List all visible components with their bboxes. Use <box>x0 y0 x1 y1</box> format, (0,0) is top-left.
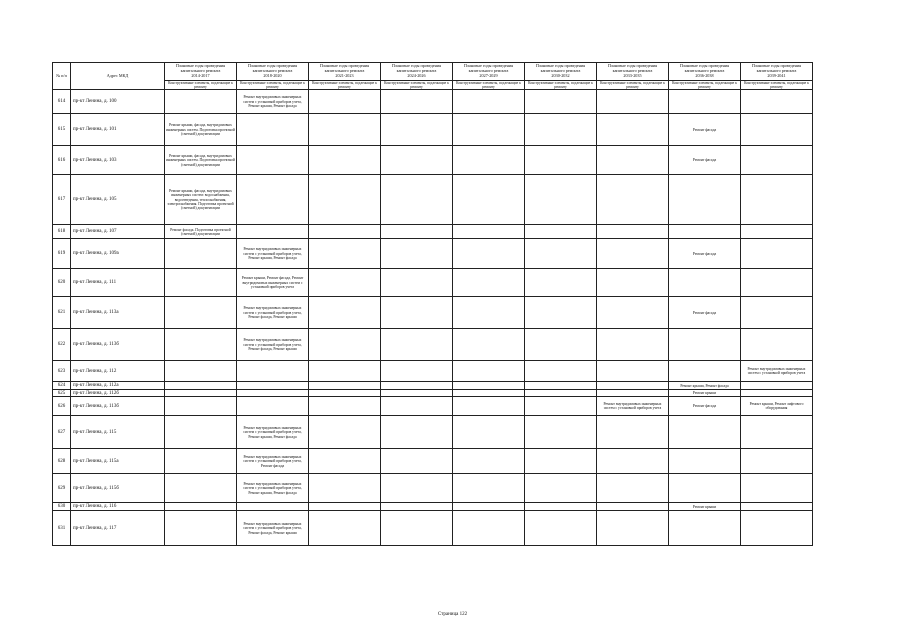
row-work-period-6: Ремонт внутридомовых инженерных систем с установкой приборов учета <box>597 397 669 416</box>
header-period-years: 2018-2020 <box>263 72 282 78</box>
row-work-period-1: Ремонт внутридомовых инженерных систем с установкой приборов учета, Ремонт крыши, Ремонт фасада <box>237 416 309 449</box>
header-period-subtitle: Конструктивные элементы, подлежащие к ремонту <box>453 81 525 90</box>
row-work-period-0 <box>165 269 237 297</box>
row-work-period-2 <box>309 114 381 146</box>
row-work-period-2 <box>309 175 381 225</box>
repair-schedule-table <box>52 62 813 546</box>
row-work-period-6 <box>597 146 669 175</box>
row-work-period-8 <box>741 90 813 114</box>
header-period-title: Плановые годы проведения капитального ремонта <box>319 63 370 74</box>
row-work-period-3 <box>381 382 453 390</box>
row-work-period-6 <box>597 329 669 361</box>
row-work-period-3 <box>381 397 453 416</box>
row-work-period-8 <box>741 225 813 239</box>
row-work-period-7 <box>669 416 741 449</box>
row-work-period-1: Ремонт внутридомовых инженерных систем с установкой приборов учета, Ремонт крыши, Ремонт фасада <box>237 90 309 114</box>
header-period-years: 2039-2041 <box>767 72 786 78</box>
row-work-period-0 <box>165 329 237 361</box>
row-work-period-6 <box>597 225 669 239</box>
table-row <box>53 329 813 361</box>
row-work-period-5 <box>525 225 597 239</box>
row-work-period-2 <box>309 361 381 382</box>
row-work-period-1 <box>237 146 309 175</box>
row-work-period-7 <box>669 449 741 474</box>
row-work-period-5 <box>525 114 597 146</box>
row-work-period-3 <box>381 114 453 146</box>
row-work-period-1 <box>237 175 309 225</box>
header-period-years: 2014-2017 <box>191 72 210 78</box>
row-work-period-5 <box>525 146 597 175</box>
row-work-period-6 <box>597 175 669 225</box>
row-work-period-5 <box>525 382 597 390</box>
header-period-title: Плановые годы проведения капитального ремонта <box>607 63 658 74</box>
row-address: пр-кт Ленина, д. 113б <box>71 397 165 416</box>
row-work-period-3 <box>381 416 453 449</box>
row-work-period-1: Ремонт внутридомовых инженерных систем с установкой приборов учета, Ремонт фасада, Ремонт крыши <box>237 511 309 546</box>
row-work-period-1: Ремонт внутридомовых инженерных систем с установкой приборов учета, Ремонт фасада, Ремонт крыши <box>237 329 309 361</box>
row-work-period-1 <box>237 225 309 239</box>
row-address: пр-кт Ленина, д. 112а <box>71 382 165 390</box>
row-work-period-3 <box>381 269 453 297</box>
row-address: пр-кт Ленина, д. 103 <box>71 146 165 175</box>
row-work-period-3 <box>381 225 453 239</box>
header-period-subtitle: Конструктивные элементы, подлежащие к ремонту <box>669 81 741 90</box>
row-work-period-5 <box>525 269 597 297</box>
row-number: 620 <box>53 269 71 297</box>
row-work-period-0 <box>165 382 237 390</box>
header-row-bottom <box>53 81 813 90</box>
row-work-period-2 <box>309 416 381 449</box>
table-row <box>53 416 813 449</box>
row-number: 628 <box>53 449 71 474</box>
row-work-period-2 <box>309 397 381 416</box>
row-work-period-2 <box>309 474 381 503</box>
header-period-years: 2036-2038 <box>695 72 714 78</box>
row-work-period-7: Ремонт фасада <box>669 397 741 416</box>
row-work-period-1 <box>237 397 309 416</box>
row-number: 630 <box>53 503 71 511</box>
row-work-period-6 <box>597 503 669 511</box>
header-period-years: 2027-2029 <box>479 72 498 78</box>
row-number: 627 <box>53 416 71 449</box>
row-address: пр-кт Ленина, д. 111 <box>71 269 165 297</box>
row-work-period-4 <box>453 390 525 397</box>
row-work-period-0: Ремонт крыши, фасада, внутридомовых инженерных систем. Подготовка проектной (сметной) документации <box>165 146 237 175</box>
row-work-period-1: Ремонт внутридомовых инженерных систем с установкой приборов учета, Ремонт крыши, Ремонт фасада <box>237 239 309 269</box>
row-work-period-3 <box>381 329 453 361</box>
row-work-period-8 <box>741 503 813 511</box>
table-row <box>53 114 813 146</box>
row-work-period-0 <box>165 297 237 329</box>
row-work-period-5 <box>525 503 597 511</box>
header-period-years: 2024-2026 <box>407 72 426 78</box>
row-work-period-0 <box>165 90 237 114</box>
row-work-period-0: Ремонт крыши, фасада, внутридомовых инженерных систем: водоснабжения, водоотведения, теплоснабжения, электроснабжения. Подготовка проектной (сметной) документации <box>165 175 237 225</box>
row-address: пр-кт Ленина, д. 113б <box>71 329 165 361</box>
row-work-period-7 <box>669 175 741 225</box>
row-work-period-0 <box>165 361 237 382</box>
row-work-period-5 <box>525 449 597 474</box>
table-row <box>53 397 813 416</box>
row-address: пр-кт Ленина, д. 116 <box>71 503 165 511</box>
row-work-period-0: Ремонт крыши, фасада, внутридомовых инженерных систем. Подготовка проектной (сметной) документации <box>165 114 237 146</box>
row-number: 614 <box>53 90 71 114</box>
row-work-period-6 <box>597 269 669 297</box>
row-work-period-5 <box>525 361 597 382</box>
row-number: 621 <box>53 297 71 329</box>
row-work-period-2 <box>309 503 381 511</box>
row-work-period-6 <box>597 361 669 382</box>
row-work-period-4 <box>453 225 525 239</box>
row-number: 631 <box>53 511 71 546</box>
row-address: пр-кт Ленина, д. 112 <box>71 361 165 382</box>
header-period-years: 2033-2035 <box>623 72 642 78</box>
row-work-period-8: Ремонт внутридомовых инженерных систем с установкой приборов учета <box>741 361 813 382</box>
row-address: пр-кт Ленина, д. 101 <box>71 114 165 146</box>
row-work-period-4 <box>453 503 525 511</box>
header-period-years: 2021-2023 <box>335 72 354 78</box>
row-work-period-2 <box>309 449 381 474</box>
row-work-period-0 <box>165 390 237 397</box>
row-work-period-3 <box>381 297 453 329</box>
header-period-subtitle: Конструктивные элементы, подлежащие к ремонту <box>597 81 669 90</box>
row-address: пр-кт Ленина, д. 113а <box>71 297 165 329</box>
row-work-period-3 <box>381 390 453 397</box>
header-period-subtitle: Конструктивные элементы, подлежащие к ремонту <box>237 81 309 90</box>
row-work-period-1 <box>237 503 309 511</box>
row-work-period-4 <box>453 449 525 474</box>
header-period-title: Плановые годы проведения капитального ремонта <box>535 63 586 74</box>
row-work-period-8 <box>741 175 813 225</box>
header-period-7 <box>669 63 741 81</box>
table-row <box>53 146 813 175</box>
row-number: 618 <box>53 225 71 239</box>
row-work-period-7 <box>669 361 741 382</box>
row-work-period-6 <box>597 90 669 114</box>
row-work-period-8 <box>741 146 813 175</box>
row-address: пр-кт Ленина, д. 117 <box>71 511 165 546</box>
row-work-period-4 <box>453 269 525 297</box>
row-work-period-2 <box>309 146 381 175</box>
row-address: пр-кт Ленина, д. 100 <box>71 90 165 114</box>
row-number: 615 <box>53 114 71 146</box>
row-work-period-4 <box>453 416 525 449</box>
row-work-period-6 <box>597 390 669 397</box>
row-number: 616 <box>53 146 71 175</box>
row-number: 623 <box>53 361 71 382</box>
header-period-subtitle: Конструктивные элементы, подлежащие к ремонту <box>741 81 813 90</box>
row-work-period-4 <box>453 146 525 175</box>
row-work-period-5 <box>525 474 597 503</box>
header-period-subtitle: Конструктивные элементы, подлежащие к ремонту <box>309 81 381 90</box>
row-work-period-7: Ремонт крыши, Ремонт фасада <box>669 382 741 390</box>
header-period-title: Плановые годы проведения капитального ремонта <box>679 63 730 74</box>
table-row <box>53 382 813 390</box>
header-period-title: Плановые годы проведения капитального ремонта <box>391 63 442 74</box>
row-work-period-6 <box>597 297 669 329</box>
header-period-title: Плановые годы проведения капитального ремонта <box>247 63 298 74</box>
row-work-period-4 <box>453 329 525 361</box>
row-work-period-3 <box>381 146 453 175</box>
row-work-period-3 <box>381 361 453 382</box>
row-work-period-7: Ремонт крыши <box>669 390 741 397</box>
row-work-period-3 <box>381 90 453 114</box>
header-period-subtitle: Конструктивные элементы, подлежащие к ремонту <box>165 81 237 90</box>
row-work-period-7 <box>669 90 741 114</box>
row-number: 629 <box>53 474 71 503</box>
row-work-period-1: Ремонт крыши, Ремонт фасада, Ремонт внутридомовых инженерных систем с установкой приборов учета <box>237 269 309 297</box>
row-work-period-6 <box>597 114 669 146</box>
row-work-period-1 <box>237 382 309 390</box>
row-work-period-5 <box>525 297 597 329</box>
table-row <box>53 225 813 239</box>
row-number: 625 <box>53 390 71 397</box>
row-work-period-8: Ремонт крыши, Ремонт лифтового оборудования <box>741 397 813 416</box>
row-work-period-8 <box>741 114 813 146</box>
row-work-period-7 <box>669 474 741 503</box>
row-work-period-5 <box>525 239 597 269</box>
row-work-period-0 <box>165 397 237 416</box>
header-period-0 <box>165 63 237 81</box>
row-work-period-8 <box>741 269 813 297</box>
row-address: пр-кт Ленина, д. 115 <box>71 416 165 449</box>
row-address: пр-кт Ленина, д. 112б <box>71 390 165 397</box>
table-row <box>53 449 813 474</box>
header-period-2 <box>309 63 381 81</box>
row-work-period-7: Ремонт фасада <box>669 146 741 175</box>
row-work-period-2 <box>309 297 381 329</box>
row-work-period-5 <box>525 397 597 416</box>
row-work-period-0: Ремонт фасада. Подготовка проектной (сметной) документации <box>165 225 237 239</box>
row-work-period-3 <box>381 449 453 474</box>
row-work-period-2 <box>309 382 381 390</box>
row-work-period-5 <box>525 416 597 449</box>
row-work-period-8 <box>741 239 813 269</box>
row-work-period-2 <box>309 225 381 239</box>
row-work-period-1 <box>237 114 309 146</box>
row-work-period-8 <box>741 416 813 449</box>
header-period-8 <box>741 63 813 81</box>
row-work-period-2 <box>309 390 381 397</box>
table-row <box>53 390 813 397</box>
table-row <box>53 511 813 546</box>
row-work-period-4 <box>453 511 525 546</box>
row-work-period-8 <box>741 390 813 397</box>
row-address: пр-кт Ленина, д. 115а <box>71 449 165 474</box>
row-work-period-0 <box>165 511 237 546</box>
row-number: 622 <box>53 329 71 361</box>
table-row <box>53 474 813 503</box>
row-work-period-8 <box>741 449 813 474</box>
row-work-period-7 <box>669 511 741 546</box>
row-work-period-4 <box>453 361 525 382</box>
row-address: пр-кт Ленина, д. 115б <box>71 474 165 503</box>
row-work-period-7 <box>669 329 741 361</box>
table-row <box>53 503 813 511</box>
row-work-period-1 <box>237 361 309 382</box>
header-address: Адрес МКД <box>71 63 165 90</box>
header-period-title: Плановые годы проведения капитального ремонта <box>463 63 514 74</box>
row-work-period-2 <box>309 329 381 361</box>
row-work-period-7: Ремонт крыши <box>669 503 741 511</box>
row-work-period-5 <box>525 511 597 546</box>
row-work-period-8 <box>741 329 813 361</box>
row-work-period-5 <box>525 329 597 361</box>
header-row-top <box>53 63 813 81</box>
table-row <box>53 269 813 297</box>
row-work-period-5 <box>525 175 597 225</box>
row-work-period-4 <box>453 382 525 390</box>
table-row <box>53 175 813 225</box>
row-work-period-6 <box>597 449 669 474</box>
header-period-4 <box>453 63 525 81</box>
header-period-5 <box>525 63 597 81</box>
row-work-period-6 <box>597 382 669 390</box>
row-work-period-1: Ремонт внутридомовых инженерных систем с установкой приборов учета, Ремонт фасада, Ремонт крыши <box>237 297 309 329</box>
row-work-period-8 <box>741 474 813 503</box>
row-work-period-3 <box>381 175 453 225</box>
row-work-period-1: Ремонт внутридомовых инженерных систем с установкой приборов учета, Ремонт крыши, Ремонт фасада <box>237 474 309 503</box>
row-work-period-7: Ремонт фасада <box>669 297 741 329</box>
header-period-title: Плановые годы проведения капитального ремонта <box>751 63 802 74</box>
row-address: пр-кт Ленина, д. 107 <box>71 225 165 239</box>
header-period-years: 2030-2032 <box>551 72 570 78</box>
row-work-period-0 <box>165 474 237 503</box>
row-work-period-0 <box>165 503 237 511</box>
row-work-period-6 <box>597 416 669 449</box>
header-period-title: Плановые годы проведения капитального ремонта <box>175 63 226 74</box>
row-work-period-3 <box>381 503 453 511</box>
row-work-period-4 <box>453 397 525 416</box>
row-number: 624 <box>53 382 71 390</box>
row-work-period-4 <box>453 90 525 114</box>
table-header <box>53 63 813 90</box>
row-work-period-7: Ремонт фасада <box>669 239 741 269</box>
row-work-period-2 <box>309 269 381 297</box>
row-work-period-7: Ремонт фасада <box>669 114 741 146</box>
row-work-period-4 <box>453 175 525 225</box>
header-num: № п/п <box>53 63 71 90</box>
header-period-6 <box>597 63 669 81</box>
header-period-subtitle: Конструктивные элементы, подлежащие к ремонту <box>525 81 597 90</box>
row-work-period-2 <box>309 239 381 269</box>
row-work-period-2 <box>309 90 381 114</box>
row-work-period-0 <box>165 416 237 449</box>
row-number: 619 <box>53 239 71 269</box>
table-row <box>53 90 813 114</box>
row-work-period-4 <box>453 474 525 503</box>
row-work-period-1 <box>237 390 309 397</box>
row-work-period-5 <box>525 390 597 397</box>
page-number: Страница 122 <box>437 612 468 617</box>
table-body <box>53 90 813 546</box>
row-number: 626 <box>53 397 71 416</box>
row-work-period-3 <box>381 239 453 269</box>
row-work-period-2 <box>309 511 381 546</box>
header-period-1 <box>237 63 309 81</box>
row-address: пр-кт Ленина, д. 109а <box>71 239 165 269</box>
table-row <box>53 239 813 269</box>
row-work-period-8 <box>741 382 813 390</box>
row-work-period-4 <box>453 114 525 146</box>
row-work-period-6 <box>597 239 669 269</box>
row-work-period-8 <box>741 297 813 329</box>
row-work-period-3 <box>381 474 453 503</box>
row-work-period-8 <box>741 511 813 546</box>
header-period-subtitle: Конструктивные элементы, подлежащие к ремонту <box>381 81 453 90</box>
document-page <box>52 62 812 546</box>
row-work-period-5 <box>525 90 597 114</box>
row-work-period-6 <box>597 511 669 546</box>
row-work-period-0 <box>165 449 237 474</box>
row-work-period-6 <box>597 474 669 503</box>
row-work-period-4 <box>453 297 525 329</box>
row-work-period-0 <box>165 239 237 269</box>
row-address: пр-кт Ленина, д. 105 <box>71 175 165 225</box>
row-work-period-7 <box>669 269 741 297</box>
header-period-3 <box>381 63 453 81</box>
row-work-period-3 <box>381 511 453 546</box>
row-work-period-4 <box>453 239 525 269</box>
row-work-period-7 <box>669 225 741 239</box>
table-row <box>53 297 813 329</box>
row-number: 617 <box>53 175 71 225</box>
table-row <box>53 361 813 382</box>
row-work-period-1: Ремонт внутридомовых инженерных систем с установкой приборов учета, Ремонт фасада <box>237 449 309 474</box>
